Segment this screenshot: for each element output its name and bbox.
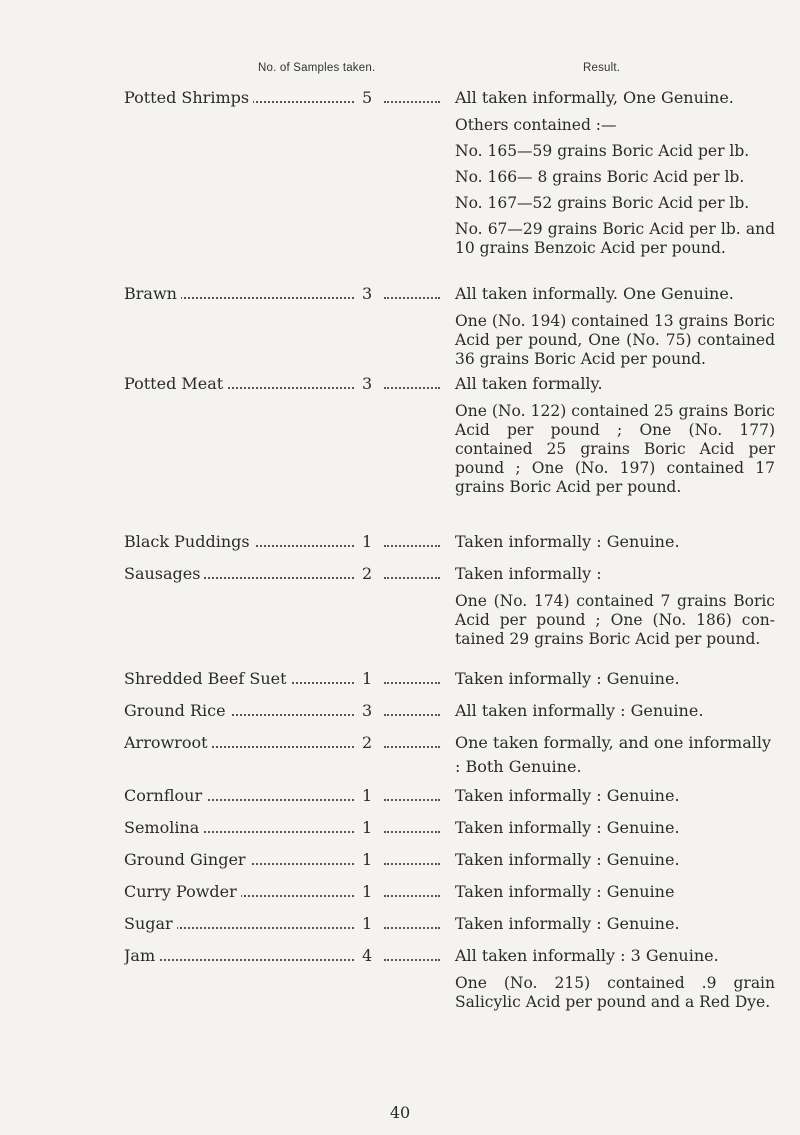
detail-line: One (No. 194) contained 13 grains Boric Acid per pound, One (No. 75) contained 36 grains Boric Acid per pound.: [455, 312, 775, 368]
detail-line: One (No. 174) contained 7 grains Boric Acid per pound ; One (No. 186) con- tained 29 grains Boric Acid per pound.: [455, 592, 775, 648]
sample-result: Taken informally : Genuine.: [455, 532, 680, 551]
result-details: [455, 312, 775, 376]
sample-result: All taken informally : 3 Genuine.: [455, 946, 719, 965]
sample-name: [124, 699, 354, 723]
detail-line: One (No. 215) contained .9 grain Salicylic Acid per pound and a Red Dye.: [455, 974, 775, 1011]
sample-count: 1: [362, 850, 373, 869]
sample-name-label: Semolina: [124, 818, 203, 837]
detail-line: No. 67—29 grains Boric Acid per lb. and 10 grains Benzoic Acid per pound.: [455, 220, 775, 257]
dot-leader: [384, 523, 440, 547]
sample-result: Taken informally : Genuine.: [455, 914, 680, 933]
sample-count: 2: [362, 564, 373, 583]
sample-name-label: Arrowroot: [124, 733, 212, 752]
dot-leader: [384, 275, 440, 299]
sample-result: All taken informally. One Genuine.: [455, 284, 734, 303]
sample-count: 1: [362, 914, 373, 933]
sample-name: [124, 880, 354, 904]
sample-name: [124, 282, 354, 306]
sample-count: 1: [362, 818, 373, 837]
sample-name: [124, 912, 354, 936]
sample-name: [124, 784, 354, 808]
sample-name-label: Black Puddings: [124, 532, 254, 551]
result-details: [455, 592, 775, 656]
sample-name-label: Brawn: [124, 284, 181, 303]
dot-leader: [384, 660, 440, 684]
sample-count: 1: [362, 532, 373, 551]
sample-count: 3: [362, 701, 373, 720]
sample-name: [124, 816, 354, 840]
sample-name-label: Ground Rice: [124, 701, 230, 720]
sample-result: Taken informally : Genuine.: [455, 850, 680, 869]
sample-count: 1: [362, 882, 373, 901]
sample-count: 3: [362, 374, 373, 393]
sample-name-label: Sausages: [124, 564, 204, 583]
sample-name: [124, 667, 354, 691]
detail-line: No. 165—59 grains Boric Acid per lb.: [455, 142, 750, 160]
detail-line: No. 167—52 grains Boric Acid per lb.: [455, 194, 750, 212]
result-details: [455, 116, 775, 265]
sample-name: [124, 372, 354, 396]
sample-count: 1: [362, 786, 373, 805]
result-column-header: Result.: [583, 62, 621, 74]
sample-name: [124, 731, 354, 755]
result-details: [455, 402, 775, 504]
sample-name: [124, 86, 354, 110]
detail-line: Others contained :—: [455, 116, 617, 134]
dot-leader: [384, 79, 440, 103]
sample-result: Taken informally : Genuine.: [455, 786, 680, 805]
sample-result: Taken informally : Genuine: [455, 882, 675, 901]
sample-name: [124, 562, 354, 586]
sample-result: All taken informally, One Genuine.: [455, 88, 734, 107]
sample-name-label: Potted Shrimps: [124, 88, 253, 107]
dot-leader: [384, 873, 440, 897]
dot-leader: [384, 809, 440, 833]
sample-count: 5: [362, 88, 373, 107]
dot-leader: [384, 777, 440, 801]
sample-name: [124, 530, 354, 554]
sample-result: One taken formally, and one informally : Both Genuine.: [455, 733, 772, 776]
sample-result: Taken informally :: [455, 564, 602, 583]
sample-name-label: Sugar: [124, 914, 177, 933]
sample-name-label: Cornflour: [124, 786, 206, 805]
sample-name: [124, 944, 354, 968]
sample-count: 4: [362, 946, 373, 965]
dot-leader: [384, 937, 440, 961]
sample-result: Taken informally : Genuine.: [455, 669, 680, 688]
dot-leader: [384, 841, 440, 865]
detail-line: No. 166— 8 grains Boric Acid per lb.: [455, 168, 745, 186]
sample-result: All taken informally : Genuine.: [455, 701, 704, 720]
dot-leader: [384, 724, 440, 748]
sample-count: 1: [362, 669, 373, 688]
samples-column-header: No. of Samples taken.: [258, 62, 376, 74]
sample-name-label: Jam: [124, 946, 159, 965]
sample-result: All taken formally.: [455, 374, 603, 393]
sample-name-label: Ground Ginger: [124, 850, 250, 869]
sample-count: 3: [362, 284, 373, 303]
dot-leader: [384, 555, 440, 579]
dot-leader: [384, 365, 440, 389]
page-number: 40: [389, 1103, 411, 1122]
sample-name-label: Potted Meat: [124, 374, 227, 393]
dot-leader: [384, 692, 440, 716]
result-details: [455, 974, 775, 1019]
sample-count: 2: [362, 733, 373, 752]
sample-result: Taken informally : Genuine.: [455, 818, 680, 837]
detail-line: One (No. 122) contained 25 grains Boric Acid per pound ; One (No. 177) contained 25 grains Boric Acid per pound ; One (No. 197) contained 17 grains Boric Acid per pound.: [455, 402, 775, 496]
sample-name: [124, 848, 354, 872]
sample-name-label: Shredded Beef Suet: [124, 669, 291, 688]
sample-name-label: Curry Powder: [124, 882, 241, 901]
dot-leader: [384, 905, 440, 929]
